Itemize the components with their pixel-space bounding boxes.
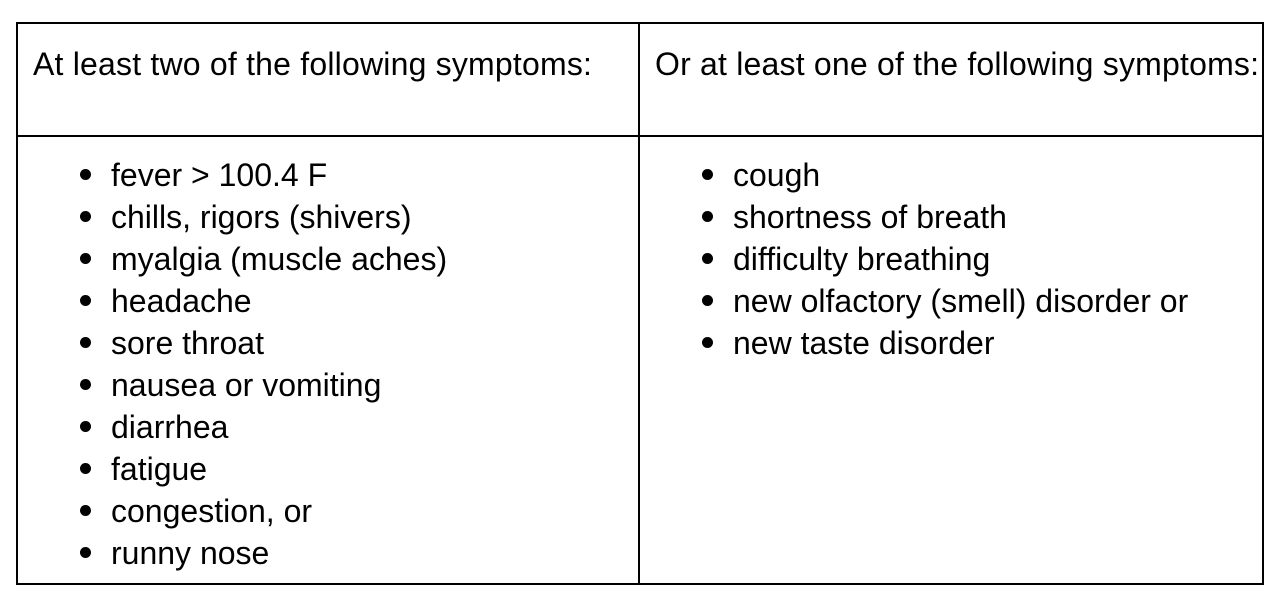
- bullet-icon: [80, 547, 91, 558]
- list-item: [18, 406, 638, 448]
- list-item-text: new taste disorder: [733, 325, 995, 361]
- left-header-cell: [17, 23, 639, 136]
- list-item: [18, 448, 638, 490]
- bullet-icon: [80, 169, 91, 180]
- bullet-icon: [80, 505, 91, 516]
- bullet-icon: [702, 295, 713, 306]
- list-item-text: new olfactory (smell) disorder or: [733, 283, 1189, 319]
- list-item-text: sore throat: [111, 325, 264, 361]
- list-item-text: cough: [733, 157, 821, 193]
- list-item-text: shortness of breath: [733, 199, 1007, 235]
- list-item-text: nausea or vomiting: [111, 367, 382, 403]
- table-body-row: [17, 136, 1263, 584]
- bullet-icon: [702, 211, 713, 222]
- bullet-icon: [80, 379, 91, 390]
- symptoms-table: [16, 22, 1264, 585]
- list-item-text: difficulty breathing: [733, 241, 991, 277]
- list-item: [18, 322, 638, 364]
- list-item: [18, 532, 638, 574]
- list-item-text: fever > 100.4 F: [111, 157, 328, 193]
- left-list-cell: [17, 136, 639, 584]
- bullet-icon: [702, 169, 713, 180]
- bullet-icon: [80, 421, 91, 432]
- list-item: [640, 280, 1262, 322]
- right-symptom-list: [640, 137, 1262, 364]
- right-header-text: Or at least one of the following symptoms:: [655, 46, 1260, 82]
- bullet-icon: [702, 253, 713, 264]
- list-item: [640, 322, 1262, 364]
- list-item: [18, 280, 638, 322]
- list-item: [18, 490, 638, 532]
- list-item: [640, 238, 1262, 280]
- table-header-row: [17, 23, 1263, 136]
- list-item: [640, 154, 1262, 196]
- list-item-text: diarrhea: [111, 409, 229, 445]
- list-item-text: headache: [111, 283, 252, 319]
- list-item-text: myalgia (muscle aches): [111, 241, 448, 277]
- list-item: [18, 238, 638, 280]
- left-header-text: At least two of the following symptoms:: [33, 46, 593, 82]
- right-list-cell: [639, 136, 1263, 584]
- bullet-icon: [80, 211, 91, 222]
- list-item-text: runny nose: [111, 535, 270, 571]
- list-item: [640, 196, 1262, 238]
- list-item: [18, 154, 638, 196]
- bullet-icon: [80, 295, 91, 306]
- bullet-icon: [702, 337, 713, 348]
- list-item-text: fatigue: [111, 451, 208, 487]
- list-item-text: chills, rigors (shivers): [111, 199, 412, 235]
- list-item-text: congestion, or: [111, 493, 313, 529]
- list-item: [18, 196, 638, 238]
- bullet-icon: [80, 337, 91, 348]
- list-item: [18, 364, 638, 406]
- bullet-icon: [80, 253, 91, 264]
- bullet-icon: [80, 463, 91, 474]
- left-symptom-list: [18, 137, 638, 574]
- right-header-cell: [639, 23, 1263, 136]
